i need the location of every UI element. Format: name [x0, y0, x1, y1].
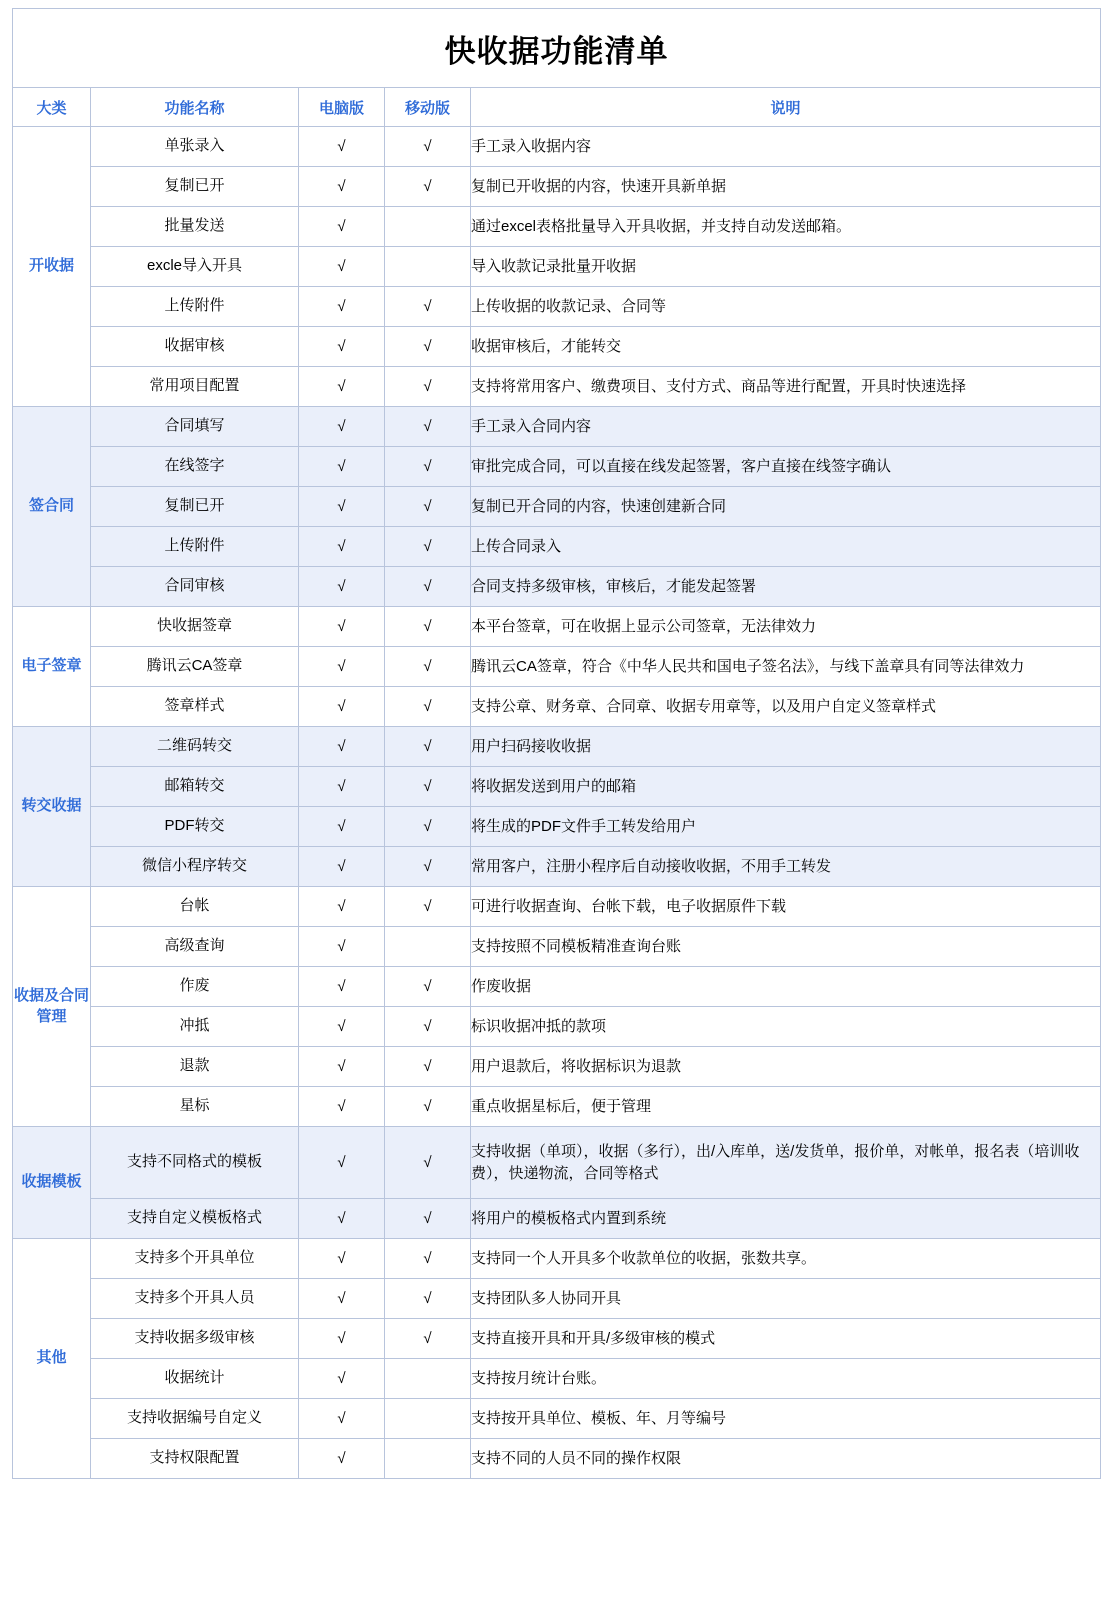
feature-name-cell: 微信小程序转交	[91, 847, 299, 887]
mobile-support-cell: √	[385, 487, 471, 527]
mobile-support-cell: √	[385, 687, 471, 727]
table-row	[13, 287, 1101, 327]
table-row	[13, 327, 1101, 367]
feature-name-cell: 复制已开	[91, 487, 299, 527]
category-cell: 转交收据	[13, 727, 91, 887]
feature-name-cell: 腾讯云CA签章	[91, 647, 299, 687]
description-cell: 审批完成合同，可以直接在线发起签署，客户直接在线签字确认	[471, 447, 1101, 487]
description-cell: 标识收据冲抵的款项	[471, 1007, 1101, 1047]
description-cell: 重点收据星标后，便于管理	[471, 1087, 1101, 1127]
mobile-support-cell: √	[385, 127, 471, 167]
pc-support-cell: √	[299, 687, 385, 727]
feature-name-cell: excle导入开具	[91, 247, 299, 287]
pc-support-cell: √	[299, 647, 385, 687]
table-row	[13, 1127, 1101, 1199]
table-row	[13, 887, 1101, 927]
description-cell: 支持不同的人员不同的操作权限	[471, 1439, 1101, 1479]
pc-support-cell: √	[299, 1439, 385, 1479]
description-cell: 通过excel表格批量导入开具收据，并支持自动发送邮箱。	[471, 207, 1101, 247]
description-cell: 上传收据的收款记录、合同等	[471, 287, 1101, 327]
mobile-support-cell: √	[385, 407, 471, 447]
table-row	[13, 1319, 1101, 1359]
description-cell: 本平台签章，可在收据上显示公司签章，无法律效力	[471, 607, 1101, 647]
description-cell: 用户扫码接收收据	[471, 727, 1101, 767]
description-cell: 导入收款记录批量开收据	[471, 247, 1101, 287]
description-cell: 支持按开具单位、模板、年、月等编号	[471, 1399, 1101, 1439]
title-row	[13, 9, 1101, 88]
table-row	[13, 1359, 1101, 1399]
mobile-support-cell: √	[385, 767, 471, 807]
description-cell: 支持团队多人协同开具	[471, 1279, 1101, 1319]
table-row	[13, 447, 1101, 487]
feature-name-cell: 邮箱转交	[91, 767, 299, 807]
table-row	[13, 407, 1101, 447]
table-row	[13, 167, 1101, 207]
column-header-mobile: 移动版	[385, 88, 471, 127]
feature-name-cell: 支持不同格式的模板	[91, 1127, 299, 1199]
mobile-support-cell: √	[385, 727, 471, 767]
column-header-pc: 电脑版	[299, 88, 385, 127]
mobile-support-cell	[385, 1439, 471, 1479]
table-row	[13, 567, 1101, 607]
mobile-support-cell: √	[385, 1007, 471, 1047]
mobile-support-cell: √	[385, 1319, 471, 1359]
table-row	[13, 1239, 1101, 1279]
feature-name-cell: 上传附件	[91, 287, 299, 327]
mobile-support-cell	[385, 247, 471, 287]
description-cell: 支持收据（单项），收据（多行），出/入库单，送/发货单，报价单，对帐单，报名表（培训收费），快递物流，合同等格式	[471, 1127, 1101, 1199]
description-cell: 可进行收据查询、台帐下载，电子收据原件下载	[471, 887, 1101, 927]
pc-support-cell: √	[299, 407, 385, 447]
description-cell: 用户退款后，将收据标识为退款	[471, 1047, 1101, 1087]
feature-name-cell: 快收据签章	[91, 607, 299, 647]
table-row	[13, 607, 1101, 647]
feature-name-cell: 合同审核	[91, 567, 299, 607]
feature-name-cell: 收据统计	[91, 1359, 299, 1399]
table-row	[13, 127, 1101, 167]
pc-support-cell: √	[299, 1359, 385, 1399]
mobile-support-cell	[385, 927, 471, 967]
mobile-support-cell	[385, 207, 471, 247]
pc-support-cell: √	[299, 327, 385, 367]
table-row	[13, 527, 1101, 567]
feature-name-cell: 星标	[91, 1087, 299, 1127]
pc-support-cell: √	[299, 1007, 385, 1047]
column-header-category: 大类	[13, 88, 91, 127]
table-row	[13, 807, 1101, 847]
description-cell: 将生成的PDF文件手工转发给用户	[471, 807, 1101, 847]
pc-support-cell: √	[299, 607, 385, 647]
feature-name-cell: 二维码转交	[91, 727, 299, 767]
pc-support-cell: √	[299, 247, 385, 287]
table-row	[13, 1007, 1101, 1047]
pc-support-cell: √	[299, 207, 385, 247]
pc-support-cell: √	[299, 527, 385, 567]
pc-support-cell: √	[299, 487, 385, 527]
mobile-support-cell: √	[385, 447, 471, 487]
pc-support-cell: √	[299, 1127, 385, 1199]
feature-name-cell: 常用项目配置	[91, 367, 299, 407]
description-cell: 上传合同录入	[471, 527, 1101, 567]
pc-support-cell: √	[299, 567, 385, 607]
table-row	[13, 1047, 1101, 1087]
pc-support-cell: √	[299, 847, 385, 887]
mobile-support-cell: √	[385, 1127, 471, 1199]
mobile-support-cell	[385, 1359, 471, 1399]
description-cell: 常用客户，注册小程序后自动接收收据，不用手工转发	[471, 847, 1101, 887]
category-cell: 开收据	[13, 127, 91, 407]
mobile-support-cell: √	[385, 1239, 471, 1279]
feature-name-cell: 合同填写	[91, 407, 299, 447]
pc-support-cell: √	[299, 447, 385, 487]
feature-name-cell: 支持收据多级审核	[91, 1319, 299, 1359]
feature-name-cell: 在线签字	[91, 447, 299, 487]
mobile-support-cell: √	[385, 567, 471, 607]
table-row	[13, 967, 1101, 1007]
description-cell: 合同支持多级审核，审核后，才能发起签署	[471, 567, 1101, 607]
description-cell: 手工录入合同内容	[471, 407, 1101, 447]
table-row	[13, 847, 1101, 887]
category-cell: 签合同	[13, 407, 91, 607]
feature-name-cell: 单张录入	[91, 127, 299, 167]
description-cell: 支持将常用客户、缴费项目、支付方式、商品等进行配置，开具时快速选择	[471, 367, 1101, 407]
feature-name-cell: 签章样式	[91, 687, 299, 727]
mobile-support-cell: √	[385, 367, 471, 407]
feature-name-cell: 高级查询	[91, 927, 299, 967]
mobile-support-cell: √	[385, 647, 471, 687]
feature-name-cell: 批量发送	[91, 207, 299, 247]
feature-name-cell: 支持权限配置	[91, 1439, 299, 1479]
column-header-description: 说明	[471, 88, 1101, 127]
mobile-support-cell: √	[385, 847, 471, 887]
feature-name-cell: 作废	[91, 967, 299, 1007]
category-cell: 收据模板	[13, 1127, 91, 1239]
category-cell: 其他	[13, 1239, 91, 1479]
mobile-support-cell: √	[385, 1047, 471, 1087]
table-row	[13, 207, 1101, 247]
feature-list-table	[12, 8, 1101, 1479]
feature-name-cell: 支持多个开具单位	[91, 1239, 299, 1279]
feature-name-cell: 支持收据编号自定义	[91, 1399, 299, 1439]
pc-support-cell: √	[299, 767, 385, 807]
description-cell: 复制已开收据的内容，快速开具新单据	[471, 167, 1101, 207]
pc-support-cell: √	[299, 1319, 385, 1359]
feature-name-cell: 收据审核	[91, 327, 299, 367]
pc-support-cell: √	[299, 967, 385, 1007]
description-cell: 将用户的模板格式内置到系统	[471, 1199, 1101, 1239]
mobile-support-cell: √	[385, 967, 471, 1007]
feature-name-cell: 上传附件	[91, 527, 299, 567]
description-cell: 支持同一个人开具多个收款单位的收据，张数共享。	[471, 1239, 1101, 1279]
table-row	[13, 687, 1101, 727]
feature-name-cell: PDF转交	[91, 807, 299, 847]
description-cell: 复制已开合同的内容，快速创建新合同	[471, 487, 1101, 527]
feature-name-cell: 复制已开	[91, 167, 299, 207]
table-row	[13, 767, 1101, 807]
description-cell: 作废收据	[471, 967, 1101, 1007]
table-row	[13, 1199, 1101, 1239]
mobile-support-cell: √	[385, 1279, 471, 1319]
table-row	[13, 247, 1101, 287]
feature-name-cell: 支持自定义模板格式	[91, 1199, 299, 1239]
description-cell: 收据审核后，才能转交	[471, 327, 1101, 367]
table-row	[13, 727, 1101, 767]
description-cell: 腾讯云CA签章，符合《中华人民共和国电子签名法》，与线下盖章具有同等法律效力	[471, 647, 1101, 687]
pc-support-cell: √	[299, 1399, 385, 1439]
table-row	[13, 1399, 1101, 1439]
document-page	[0, 8, 1113, 1608]
category-cell: 收据及合同管理	[13, 887, 91, 1127]
mobile-support-cell: √	[385, 527, 471, 567]
category-cell: 电子签章	[13, 607, 91, 727]
description-cell: 手工录入收据内容	[471, 127, 1101, 167]
feature-name-cell: 支持多个开具人员	[91, 1279, 299, 1319]
mobile-support-cell: √	[385, 607, 471, 647]
mobile-support-cell: √	[385, 807, 471, 847]
table-row	[13, 1439, 1101, 1479]
pc-support-cell: √	[299, 927, 385, 967]
table-header-row	[13, 88, 1101, 127]
pc-support-cell: √	[299, 1279, 385, 1319]
feature-name-cell: 退款	[91, 1047, 299, 1087]
table-row	[13, 927, 1101, 967]
mobile-support-cell: √	[385, 287, 471, 327]
pc-support-cell: √	[299, 167, 385, 207]
pc-support-cell: √	[299, 807, 385, 847]
feature-name-cell: 台帐	[91, 887, 299, 927]
pc-support-cell: √	[299, 127, 385, 167]
table-row	[13, 1279, 1101, 1319]
table-row	[13, 647, 1101, 687]
table-row	[13, 1087, 1101, 1127]
pc-support-cell: √	[299, 1239, 385, 1279]
pc-support-cell: √	[299, 1047, 385, 1087]
feature-name-cell: 冲抵	[91, 1007, 299, 1047]
pc-support-cell: √	[299, 727, 385, 767]
table-row	[13, 367, 1101, 407]
pc-support-cell: √	[299, 287, 385, 327]
table-row	[13, 487, 1101, 527]
mobile-support-cell	[385, 1399, 471, 1439]
mobile-support-cell: √	[385, 887, 471, 927]
pc-support-cell: √	[299, 1199, 385, 1239]
description-cell: 将收据发送到用户的邮箱	[471, 767, 1101, 807]
page-title: 快收据功能清单	[13, 9, 1101, 88]
mobile-support-cell: √	[385, 327, 471, 367]
mobile-support-cell: √	[385, 1087, 471, 1127]
mobile-support-cell: √	[385, 1199, 471, 1239]
pc-support-cell: √	[299, 367, 385, 407]
description-cell: 支持按照不同模板精准查询台账	[471, 927, 1101, 967]
description-cell: 支持公章、财务章、合同章、收据专用章等，以及用户自定义签章样式	[471, 687, 1101, 727]
pc-support-cell: √	[299, 887, 385, 927]
pc-support-cell: √	[299, 1087, 385, 1127]
column-header-feature-name: 功能名称	[91, 88, 299, 127]
description-cell: 支持按月统计台账。	[471, 1359, 1101, 1399]
description-cell: 支持直接开具和开具/多级审核的模式	[471, 1319, 1101, 1359]
mobile-support-cell: √	[385, 167, 471, 207]
